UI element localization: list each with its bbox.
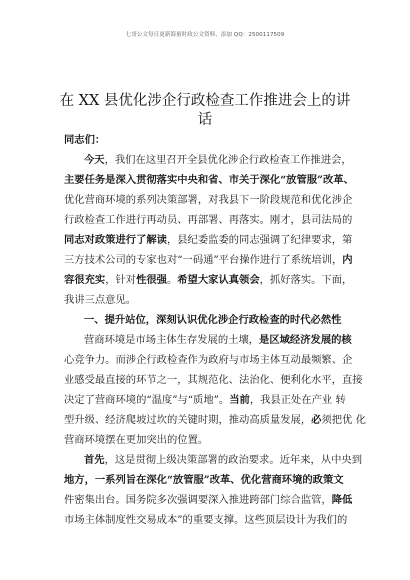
document-title — [52, 92, 358, 130]
paragraph-line — [64, 470, 346, 490]
paragraph-line — [64, 150, 352, 170]
paragraph-line — [64, 250, 353, 270]
text-bold: 必 — [311, 414, 322, 426]
text-run: ，针对 — [105, 274, 137, 286]
text-bold: 地方，一系列旨在深化“放管服”改革、优化营商环境的政策文 — [64, 474, 344, 486]
text-run: 。 — [166, 274, 178, 286]
text-run: ，抓好落实。下面， — [259, 274, 353, 286]
text-run: 优化营商环境的系列决策部署，对我县下一阶段规范和优化涉企 — [64, 194, 353, 206]
text-run: 须把优 化 — [321, 414, 366, 426]
section-heading: 一、提升站位，深刻认识优化涉企行政检查的时代必然性 — [84, 314, 342, 326]
text-run: 营商环境是市场主体生存发展的土壤， — [84, 334, 260, 346]
text-bold: 今天 — [84, 154, 105, 166]
text-run: ，县纪委监委的同志强调了纪律要求，第 — [166, 234, 353, 246]
text-bold: 降低 — [331, 494, 353, 506]
text-run: ，我县正处在产业 转 — [249, 394, 346, 406]
text-bold: 主要任务是深入贯彻落实中央和省、市关于深化“放管服”改革、 — [64, 174, 354, 186]
paragraph-line — [64, 330, 352, 350]
text-bold: 同志对政策进行了解读 — [64, 234, 167, 246]
paragraph-line — [64, 410, 366, 430]
paragraph-line — [64, 370, 363, 390]
text-bold: 首先 — [84, 454, 105, 466]
text-run: 市场主体制度性交易成本”的重要支撑。这些顶层设计为我们的 — [64, 514, 348, 526]
text-run: ，这是贯彻上级决策部署的政治要求。近年来，从中央到 — [104, 454, 363, 466]
text-run: 行政检查工作进行再动员、再部署、再落实。刚才，县司法局的 — [64, 214, 353, 226]
text-run: 件密集出台。国务院多次强调要深入推进跨部门综合监管， — [64, 494, 332, 506]
text-bold: 希望大家认真领会 — [177, 274, 260, 286]
text-run: 三方技术公司的专家也对“一码通”平台操作进行了系统培训， — [64, 254, 343, 266]
text-bold: 容很充实 — [64, 274, 106, 286]
paragraph-line — [64, 490, 353, 510]
text-bold: 性很强 — [136, 274, 167, 286]
paragraph-line — [64, 190, 353, 210]
text-run: 营商环境摆在更加突出的位置。 — [64, 434, 209, 446]
text-run: 我讲三点意见。 — [64, 294, 137, 306]
paragraph-line — [64, 510, 346, 530]
paragraph-line — [64, 390, 346, 410]
text-bold: 是区域经济发展的核 — [259, 334, 352, 346]
text-run: 业感受最直接的环节之一，其规范化、法治化、便利化水平，直接 — [64, 374, 363, 386]
text-bold: 当前 — [229, 394, 250, 406]
paragraph-line — [64, 210, 353, 230]
text-run: ，我们在这里召开全县优化涉企行政检查工作推进会， — [104, 154, 352, 166]
title-line-1: 在 XX 县优化涉企行政检查工作推进会上的讲 — [59, 93, 351, 109]
paragraph-line — [64, 230, 353, 250]
paragraph-line — [64, 430, 346, 450]
text-bold: 内 — [342, 254, 353, 266]
paragraph-line — [64, 450, 363, 470]
paragraph-line — [64, 290, 346, 310]
paragraph-line — [64, 170, 354, 190]
header-note: 七哥公文每日更新海量时政公文资料，添加 QQ：2500117509 — [125, 32, 285, 38]
paragraph-line — [64, 350, 353, 370]
title-line-2: 话 — [197, 112, 213, 128]
text-run: 型升级、经济爬坡过坎的关键时期，推动高质量发展， — [64, 414, 312, 426]
text-run: 心竞争力。而涉企行政检查作为政府与市场主体互动最频繁、企 — [64, 354, 353, 366]
text-run: 决定了营商环境的“温度”与“质地”。 — [64, 394, 230, 406]
document-body — [64, 130, 366, 530]
paragraph-line — [64, 270, 353, 290]
salutation: 同志们： — [64, 134, 106, 146]
